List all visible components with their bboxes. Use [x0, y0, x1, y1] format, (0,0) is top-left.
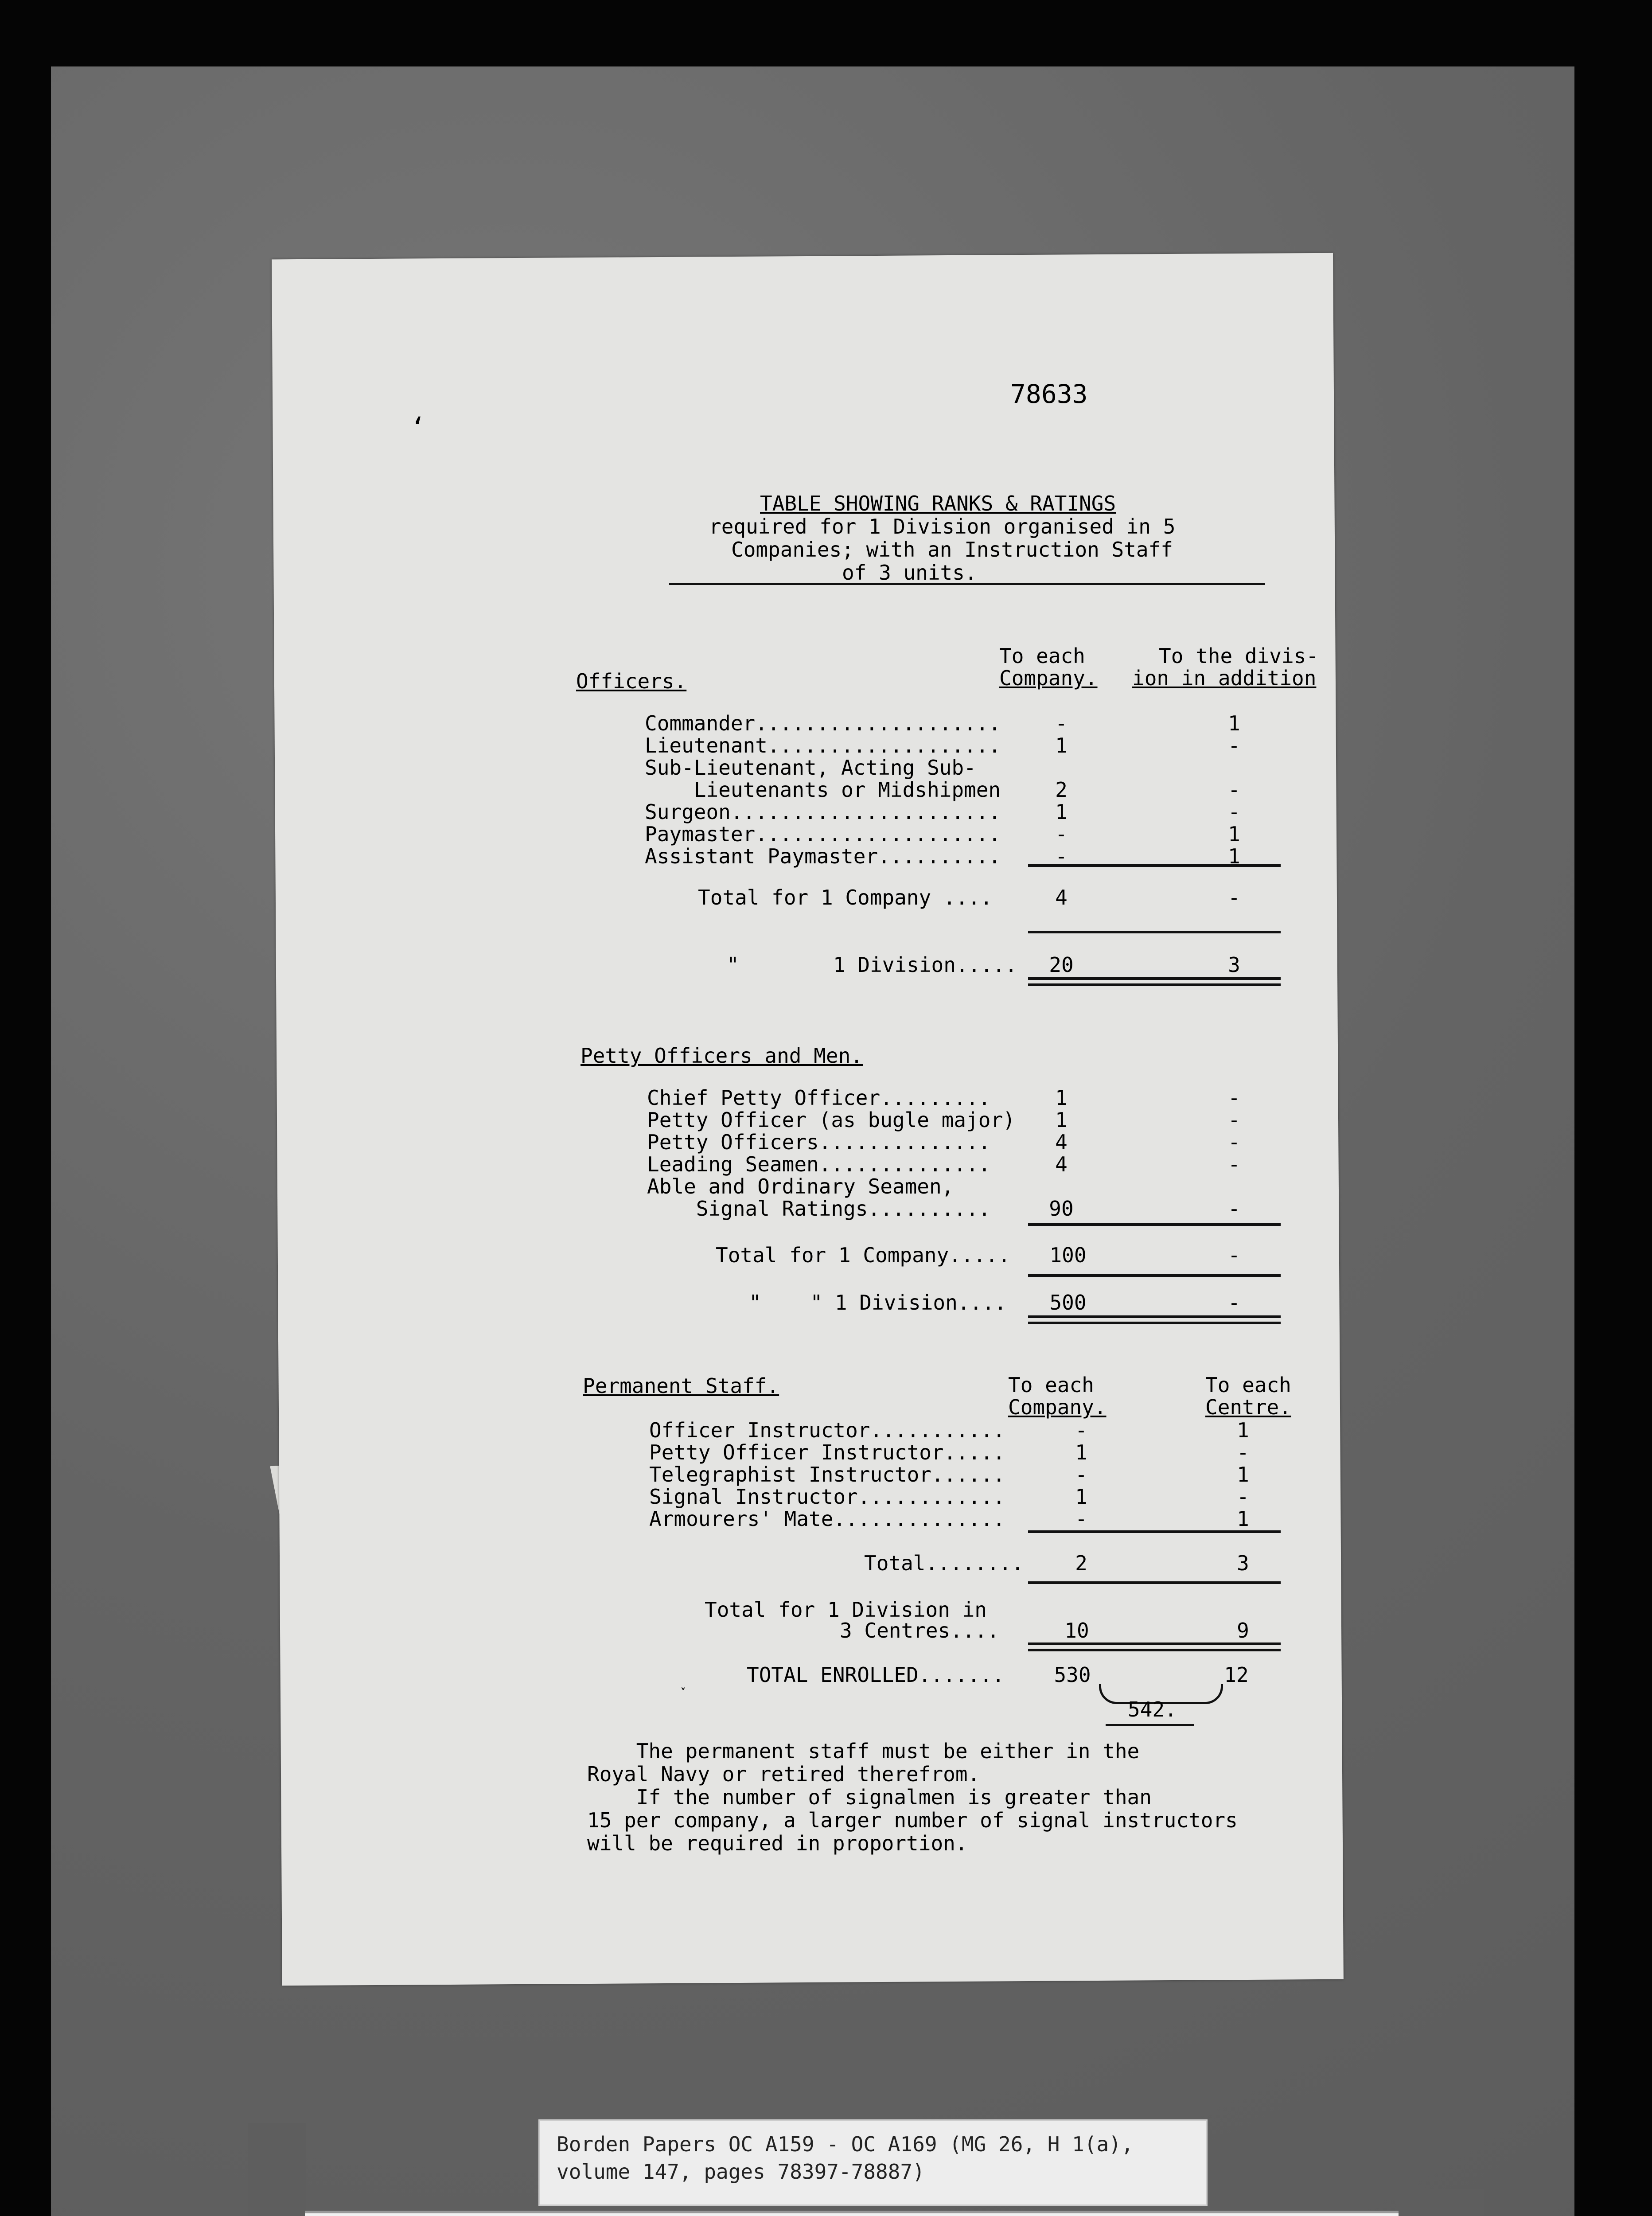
table-cell-c1: - — [1075, 1507, 1087, 1531]
officers-total-company-c1: 4 — [1055, 886, 1068, 909]
table-row-label: Petty Officer Instructor..... — [649, 1440, 1005, 1464]
officers-double-rule — [1028, 977, 1281, 986]
table-cell-c2: 1 — [1237, 1418, 1249, 1442]
officers-col1-head — [999, 645, 1098, 689]
col-head-line: To the divis- — [1159, 644, 1319, 668]
table-row-label: Able and Ordinary Seamen, — [647, 1174, 954, 1198]
petty-total-division-c2: - — [1228, 1291, 1240, 1315]
table-cell-c2: 1 — [1237, 1507, 1249, 1531]
table-cell-c2: - — [1228, 1197, 1240, 1221]
col-head-line: To each — [999, 644, 1085, 668]
col-head-line: Company. — [1008, 1395, 1107, 1419]
petty-subtotal-rule — [1028, 1223, 1281, 1226]
officers-total-division-c2: 3 — [1228, 953, 1240, 977]
table-row-label: Commander.................... — [645, 711, 1001, 735]
table-cell-c2: - — [1237, 1440, 1249, 1464]
staff-division-label-2: 3 Centres.... — [840, 1619, 1000, 1642]
staff-total-c2: 3 — [1237, 1551, 1249, 1575]
enrolled-label: TOTAL ENROLLED....... — [747, 1663, 1005, 1687]
table-cell-c1: - — [1075, 1418, 1087, 1442]
staff-division-c2: 9 — [1237, 1619, 1249, 1642]
table-cell-c1: - — [1055, 711, 1068, 735]
table-row-label: Leading Seamen.............. — [647, 1152, 991, 1176]
title-rule — [669, 583, 1265, 585]
table-row-label: Sub-Lieutenant, Acting Sub- — [645, 756, 976, 780]
petty-total-company-c1: 100 — [1049, 1243, 1087, 1267]
title-line-2: required for 1 Division organised in 5 — [709, 515, 1176, 538]
table-cell-c2: 1 — [1237, 1463, 1249, 1486]
table-cell-c2: - — [1228, 733, 1240, 757]
petty-total-rule — [1028, 1274, 1281, 1277]
tape-right — [1396, 2189, 1484, 2216]
table-cell-c2: 1 — [1228, 711, 1240, 735]
petty-total-company-c2: - — [1228, 1243, 1240, 1267]
staff-heading: Permanent Staff. — [583, 1374, 779, 1398]
staff-division-label-1: Total for 1 Division in — [705, 1598, 987, 1622]
table-cell-c1: 1 — [1055, 733, 1068, 757]
table-row-label: Surgeon...................... — [645, 800, 1001, 824]
staff-division-c1: 10 — [1064, 1619, 1089, 1642]
pencil-mark: ˯ — [680, 1671, 691, 1691]
officers-total-company-c2: - — [1228, 886, 1240, 909]
table-cell-c1: 4 — [1055, 1130, 1068, 1154]
petty-double-rule — [1028, 1315, 1281, 1324]
table-row-label: Lieutenant................... — [645, 733, 1001, 757]
staff-total-rule — [1028, 1581, 1281, 1584]
table-row-label: Telegraphist Instructor...... — [649, 1463, 1005, 1486]
table-cell-c1: - — [1055, 844, 1068, 868]
officers-total-company-label: Total for 1 Company .... — [698, 886, 993, 909]
table-row-label: Signal Instructor............ — [649, 1485, 1005, 1509]
col-head-line: Centre. — [1205, 1395, 1291, 1419]
archives-label — [305, 2211, 1399, 2216]
table-row-label: Lieutenants or Midshipmen — [645, 778, 1001, 802]
officers-total-division-c1: 20 — [1049, 953, 1074, 977]
table-row-label: Petty Officers.............. — [647, 1130, 991, 1154]
table-cell-c1: - — [1075, 1463, 1087, 1486]
caption-line-1: Borden Papers OC A159 - OC A169 (MG 26, H 1(a), — [557, 2132, 1134, 2156]
table-cell-c2: - — [1237, 1485, 1249, 1509]
petty-total-division-c1: 500 — [1049, 1291, 1087, 1315]
table-cell-c1: 90 — [1049, 1197, 1074, 1221]
table-cell-c1: 1 — [1075, 1485, 1087, 1509]
officers-total-rule — [1028, 931, 1281, 933]
caption-line-2: volume 147, pages 78397-78887) — [557, 2160, 925, 2184]
table-cell-c2: 1 — [1228, 822, 1240, 846]
table-cell-c2: 1 — [1228, 844, 1240, 868]
table-row-label: Officer Instructor........... — [649, 1418, 1005, 1442]
table-cell-c1: - — [1055, 822, 1068, 846]
staff-col1-head — [1008, 1374, 1107, 1418]
table-row-label: Assistant Paymaster.......... — [645, 844, 1001, 868]
petty-total-division-label: " " 1 Division.... — [749, 1291, 1007, 1315]
footnote: The permanent staff must be either in the Royal Navy or retired therefrom. If the number of signalmen is greater than 15 per company, a larger number of signal instructors will be required in proportion. — [587, 1739, 1238, 1855]
table-cell-c2: - — [1228, 1152, 1240, 1176]
staff-double-rule — [1028, 1642, 1281, 1651]
grand-total-rule — [1106, 1724, 1194, 1726]
table-cell-c2: - — [1228, 778, 1240, 802]
table-row-label: Armourers' Mate.............. — [649, 1507, 1005, 1531]
enrolled-c2: 12 — [1224, 1663, 1249, 1687]
table-title — [665, 492, 1241, 584]
table-row-label: Paymaster.................... — [645, 822, 1001, 846]
petty-heading: Petty Officers and Men. — [581, 1044, 863, 1068]
col-head-line: ion in addition — [1132, 666, 1317, 690]
source-caption — [538, 2119, 1208, 2206]
table-cell-c2: - — [1228, 1130, 1240, 1154]
tape-left — [248, 2123, 306, 2216]
staff-col2-head — [1205, 1374, 1291, 1418]
table-cell-c1: 2 — [1055, 778, 1068, 802]
officers-heading: Officers. — [576, 669, 687, 693]
table-cell-c2: - — [1228, 1108, 1240, 1132]
table-row-label: Signal Ratings.......... — [647, 1197, 991, 1221]
table-cell-c1: 1 — [1055, 1086, 1068, 1110]
enrolled-c1: 530 — [1054, 1663, 1091, 1687]
tick-mark: ʻ — [410, 412, 426, 443]
table-cell-c2: - — [1228, 1086, 1240, 1110]
table-row-label: Petty Officer (as bugle major) — [647, 1108, 1015, 1132]
staff-subtotal-rule — [1028, 1530, 1281, 1533]
officers-division-prefix: " — [727, 953, 739, 977]
table-row-label: Chief Petty Officer......... — [647, 1086, 991, 1110]
table-cell-c1: 1 — [1055, 800, 1068, 824]
col-head-line: To each — [1008, 1373, 1094, 1397]
officers-total-division-label: 1 Division..... — [833, 953, 1017, 977]
col-head-line: Company. — [999, 666, 1098, 690]
grand-total: 542. — [1128, 1697, 1177, 1721]
officers-subtotal-rule — [1028, 864, 1281, 867]
page-number: 78633 — [1010, 379, 1088, 409]
title-line-1: TABLE SHOWING RANKS & RATINGS — [760, 492, 1116, 515]
title-line-4: of 3 units. — [842, 561, 977, 585]
officers-col2-head — [1132, 645, 1318, 689]
staff-total-c1: 2 — [1075, 1551, 1087, 1575]
title-line-3: Companies; with an Instruction Staff — [731, 538, 1173, 562]
staff-total-label: Total........ — [864, 1551, 1024, 1575]
table-cell-c1: 1 — [1075, 1440, 1087, 1464]
col-head-line: To each — [1205, 1373, 1291, 1397]
table-cell-c2: - — [1228, 800, 1240, 824]
table-cell-c1: 1 — [1055, 1108, 1068, 1132]
table-cell-c1: 4 — [1055, 1152, 1068, 1176]
petty-total-company-label: Total for 1 Company..... — [716, 1243, 1010, 1267]
